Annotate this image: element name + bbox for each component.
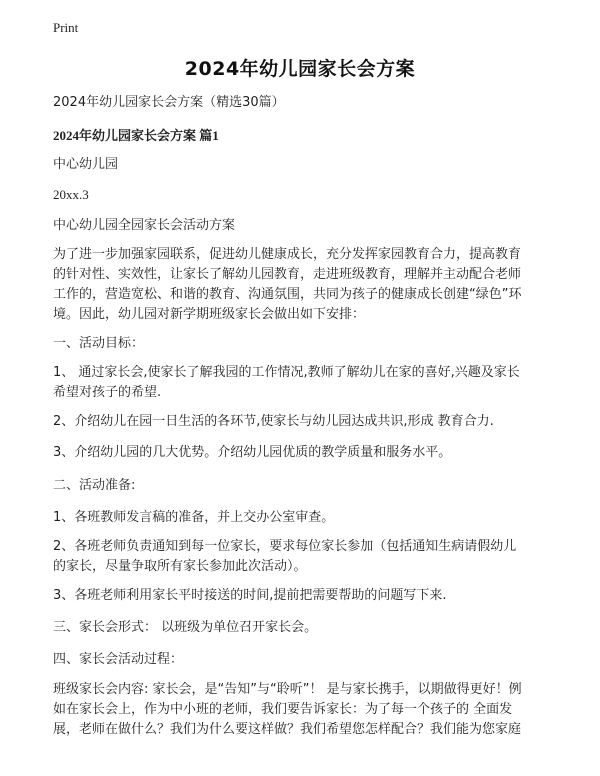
process-heading: 四、家长会活动过程： <box>53 652 184 667</box>
document-date: 20xx.3 <box>53 187 89 202</box>
organization-name: 中心幼儿园 <box>53 157 119 172</box>
form-heading: 三、家长会形式： 以班级为单位召开家长会。 <box>53 620 318 635</box>
intro-paragraph <box>53 245 553 325</box>
intro-line: 为了进一步加强家园联系，促进幼儿健康成长，充分发挥家园教育合力，提高教育 <box>53 247 522 262</box>
content-line: 班级家长会内容: 家长会，是“告知”与“聆听”！ 是与家长携手，以期做得更好！例 <box>53 682 522 697</box>
subtitle: 2024年幼儿园家长会方案（精选30篇） <box>53 95 285 110</box>
intro-line: 的针对性、实效性，让家长了解幼儿园教育，走进班级教育，理解并主动配合老师 <box>53 267 522 282</box>
page-title: 2024年幼儿园家长会方案 <box>184 58 416 80</box>
prep-item-3: 3、各班老师利用家长平时接送的时间,提前把需要帮助的问题写下来. <box>53 588 447 603</box>
goal-item-1 <box>53 363 553 403</box>
plan-title: 中心幼儿园全园家长会活动方案 <box>53 218 236 233</box>
goal-item-3: 3、介绍幼儿园的几大优势。介绍幼儿园优质的教学质量和服务水平。 <box>53 445 452 460</box>
content-paragraph <box>53 680 553 740</box>
prep-2-line: 的家长，尽量争取所有家长参加此次活动）。 <box>53 559 307 574</box>
content-line: 展，老师在做什么？我们为什么要这样做？我们希望您怎样配合？我们能为您家庭 <box>53 722 522 737</box>
prep-2-line: 2、各班老师负责通知到每一位家长，要求每位家长参加（包括通知生病请假幼儿 <box>53 539 517 554</box>
prep-heading: 二、活动准备: <box>53 478 136 493</box>
goal-1-line: 1、 通过家长会,使家长了解我园的工作情况,教师了解幼儿在家的喜好,兴趣及家长 <box>53 365 520 380</box>
prep-item-1: 1、各班教师发言稿的准备，并上交办公室审查。 <box>53 510 335 525</box>
goal-heading: 一、活动目标： <box>53 336 145 351</box>
print-label: Print <box>53 20 79 35</box>
content-line: 如在家长会上，作为中小班的老师，我们要告诉家长：为了每一个孩子的 全面发 <box>53 702 513 717</box>
goal-1-line: 希望对孩子的希望. <box>53 385 162 400</box>
intro-line: 境。因此，幼儿园对新学期班级家长会做出如下安排： <box>53 307 366 322</box>
intro-line: 工作的，营造宽松、和谐的教育、沟通氛围，共同为孩子的健康成长创建“绿色”环 <box>53 287 522 302</box>
section-heading: 2024年幼儿园家长会方案 篇1 <box>53 128 219 143</box>
prep-item-2 <box>53 537 553 577</box>
goal-item-2: 2、介绍幼儿在园一日生活的各环节,使家长与幼儿园达成共识,形成 教育合力. <box>53 414 494 429</box>
